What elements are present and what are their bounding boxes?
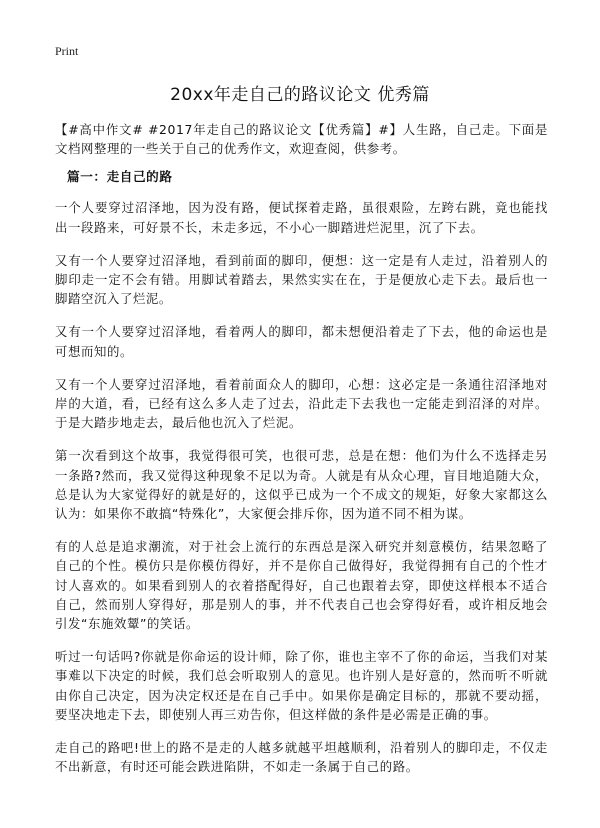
print-label: Print xyxy=(55,44,79,58)
body-paragraph-6: 有的人总是追求潮流，对于社会上流行的东西总是深入研究并刻意模仿，结果忽略了自己的个性。模仿只是你模仿得好，并不是你自己做得好，我觉得拥有自己的个性才讨人喜欢的。如果看到别人的衣着搭配得好，自己也跟着去穿，即使这样根本不适合自己，然而别人穿得好，那是别人的事，并不代表自己也会穿得好看，或许相反地会引发“东施效颦”的笑话。 xyxy=(55,539,548,632)
body-paragraph-5: 第一次看到这个故事，我觉得很可笑，也很可悲，总是在想：他们为什么不选择走另一条路?然而，我又觉得这种现象不足以为奇。人就是有从众心理，盲目地追随大众，总是认为大家觉得好的就是好的，这似乎已成为一个不成文的规矩，好象大家都这么认为：如果你不敢搞“特殊化”，大家便会排斥你，因为道不同不相为谋。 xyxy=(55,448,548,522)
body-paragraph-2: 又有一个人要穿过沼泽地，看到前面的脚印，便想：这一定是有人走过，沿着别人的脚印走一定不会有错。用脚试着踏去，果然实实在在，于是便放心走下去。最后也一脚踏空沉入了烂泥。 xyxy=(55,252,548,307)
body-paragraph-3: 又有一个人要穿过沼泽地，看着两人的脚印，都未想便沿着走了下去，他的命运也是可想而知的。 xyxy=(55,324,548,359)
document-body xyxy=(55,120,548,790)
intro-paragraph: 【#高中作文# #2017年走自己的路议论文【优秀篇】#】人生路，自己走。下面是文档网整理的一些关于自己的优秀作文，欢迎查阅，供参考。 xyxy=(55,122,548,157)
body-paragraph-4: 又有一个人要穿过沼泽地，看着前面众人的脚印，心想：这必定是一条通往沼泽地对岸的大道，看，已经有这么多人走了过去，沿此走下去我也一定能走到沼泽的对岸。于是大踏步地走去，最后他也沉入了烂泥。 xyxy=(55,376,548,431)
body-paragraph-1: 一个人要穿过沼泽地，因为没有路，便试探着走路，虽很艰险，左跨右跳，竟也能找出一段路来，可好景不长，未走多远，不小心一脚踏进烂泥里，沉了下去。 xyxy=(55,200,548,235)
document-title: 20xx年走自己的路议论文 优秀篇 xyxy=(170,85,430,105)
body-paragraph-8: 走自己的路吧!世上的路不是走的人越多就越平坦越顺利，沿着别人的脚印走，不仅走不出新意，有时还可能会跌进陷阱，不如走一条属于自己的路。 xyxy=(55,740,548,775)
section-heading: 篇一：走自己的路 xyxy=(67,169,173,185)
body-paragraph-7: 听过一句话吗?你就是你命运的设计师，除了你，谁也主宰不了你的命运，当我们对某事难以下决定的时候，我们总会听取别人的意见。也许别人是好意的，然而听不听就由你自己决定，因为决定权还是在自己手中。如果你是确定目标的，那就不要动摇，要坚决地走下去，即使别人再三劝告你，但这样做的条件是必需是正确的事。 xyxy=(55,649,548,722)
